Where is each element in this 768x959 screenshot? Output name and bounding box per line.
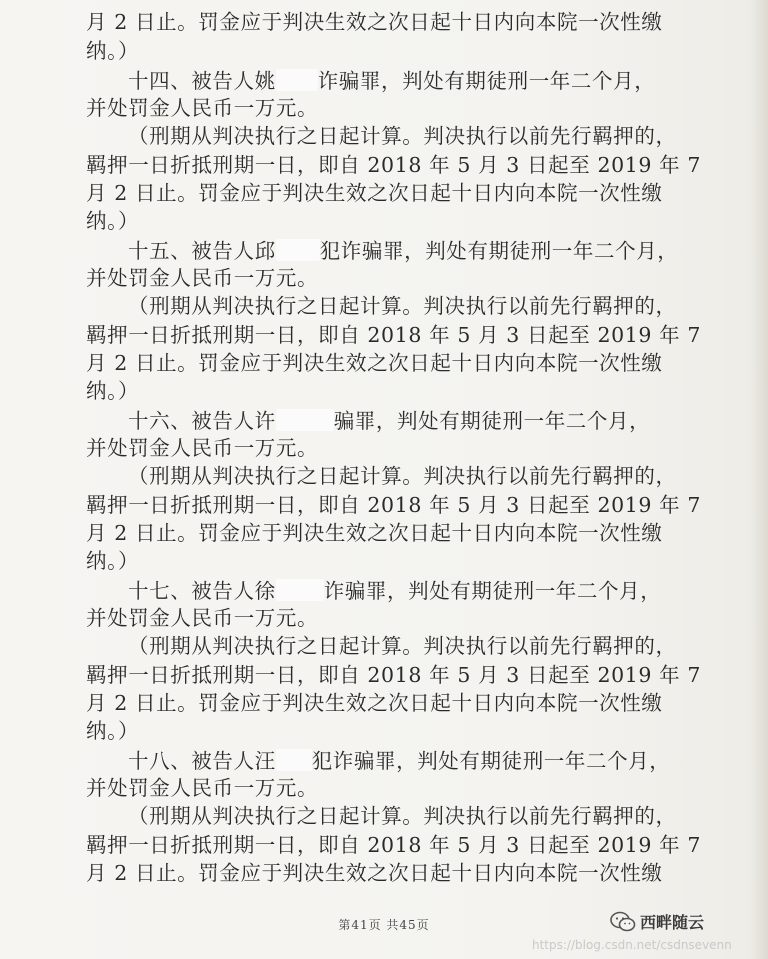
doc-line: （刑期从判决执行之日起计算。判决执行以前先行羁押的， <box>128 634 677 658</box>
defendant-charge: 骗罪，判处有期徒刑一年二个月， <box>333 409 651 433</box>
redacted-name <box>276 749 312 771</box>
wechat-icon <box>610 911 636 933</box>
doc-line: 纳。） <box>86 549 140 573</box>
source-url-watermark: https://blog.csdn.net/csdnsevenn <box>532 938 732 952</box>
doc-line: 并处罚金人民币一万元。 <box>86 96 319 120</box>
doc-line-heading <box>128 69 655 92</box>
doc-line: （刑期从判决执行之日起计算。判决执行以前先行羁押的， <box>128 804 677 828</box>
doc-line-heading <box>128 749 670 772</box>
defendant-heading: 十七、被告人徐 <box>128 579 276 603</box>
doc-line: 纳。） <box>86 719 140 743</box>
doc-line: 月 2 日止。罚金应于判决生效之次日起十日内向本院一次性缴 <box>86 861 663 885</box>
doc-line: 并处罚金人民币一万元。 <box>86 266 319 290</box>
defendant-heading: 十八、被告人汪 <box>128 749 276 773</box>
doc-line: 月 2 日止。罚金应于判决生效之次日起十日内向本院一次性缴 <box>86 521 663 545</box>
doc-line: 月 2 日止。罚金应于判决生效之次日起十日内向本院一次性缴 <box>86 10 663 34</box>
redacted-name <box>276 579 324 601</box>
doc-line: 羁押一日折抵刑期一日，即自 2018 年 5 月 3 日起至 2019 年 7 <box>86 833 702 857</box>
defendant-heading: 十四、被告人姚 <box>128 69 276 93</box>
redacted-name <box>276 409 334 431</box>
doc-line: 并处罚金人民币一万元。 <box>86 436 319 460</box>
doc-line: （刑期从判决执行之日起计算。判决执行以前先行羁押的， <box>128 124 677 148</box>
defendant-charge: 诈骗罪，判处有期徒刑一年二个月， <box>323 579 662 603</box>
redacted-name <box>276 69 318 91</box>
doc-line: 月 2 日止。罚金应于判决生效之次日起十日内向本院一次性缴 <box>86 351 663 375</box>
doc-line-heading <box>128 239 678 262</box>
defendant-heading: 十六、被告人许 <box>128 409 276 433</box>
doc-line: 月 2 日止。罚金应于判决生效之次日起十日内向本院一次性缴 <box>86 691 663 715</box>
doc-line: 羁押一日折抵刑期一日，即自 2018 年 5 月 3 日起至 2019 年 7 <box>86 323 702 347</box>
doc-line: 并处罚金人民币一万元。 <box>86 776 319 800</box>
account-name: 西畔随云 <box>640 913 705 932</box>
doc-line: （刑期从判决执行之日起计算。判决执行以前先行羁押的， <box>128 294 677 318</box>
doc-line-heading <box>128 579 661 602</box>
doc-line: 羁押一日折抵刑期一日，即自 2018 年 5 月 3 日起至 2019 年 7 <box>86 493 702 517</box>
defendant-heading: 十五、被告人邱 <box>128 239 276 263</box>
defendant-charge: 诈骗罪，判处有期徒刑一年二个月， <box>317 69 656 93</box>
doc-line: 羁押一日折抵刑期一日，即自 2018 年 5 月 3 日起至 2019 年 7 <box>86 153 702 177</box>
doc-line: 纳。） <box>86 209 140 233</box>
page-number: 第41页 共45页 <box>338 918 430 932</box>
doc-line: 纳。） <box>86 379 140 403</box>
doc-line-heading <box>128 409 650 432</box>
redacted-name <box>276 239 320 261</box>
doc-line: 并处罚金人民币一万元。 <box>86 606 319 630</box>
defendant-charge: 犯诈骗罪，判处有期徒刑一年二个月， <box>311 749 671 773</box>
doc-line: 纳。） <box>86 39 140 63</box>
doc-line: （刑期从判决执行之日起计算。判决执行以前先行羁押的， <box>128 464 677 488</box>
doc-line: 月 2 日止。罚金应于判决生效之次日起十日内向本院一次性缴 <box>86 181 663 205</box>
defendant-charge: 犯诈骗罪，判处有期徒刑一年二个月， <box>319 239 679 263</box>
doc-line: 羁押一日折抵刑期一日，即自 2018 年 5 月 3 日起至 2019 年 7 <box>86 663 702 687</box>
account-watermark <box>610 910 704 933</box>
